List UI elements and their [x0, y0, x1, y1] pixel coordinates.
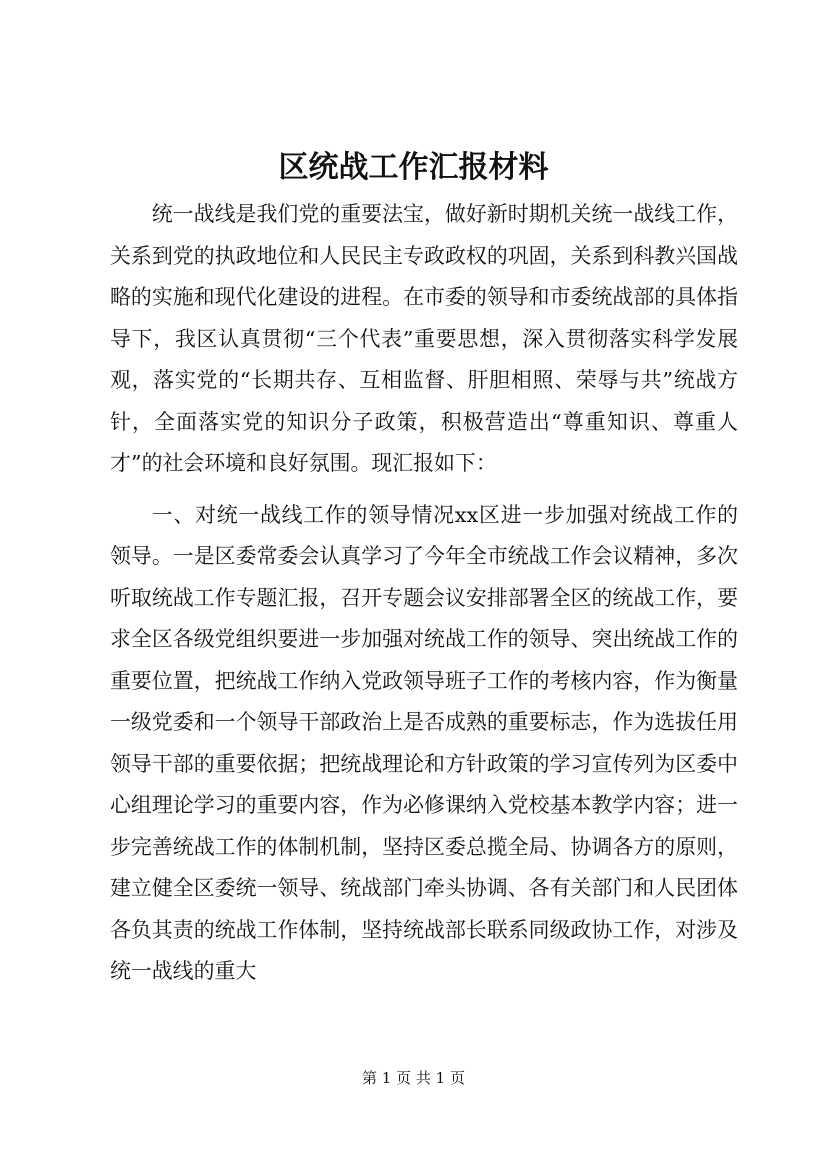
- document-body: [110, 194, 738, 993]
- document-title: 区统战工作汇报材料: [278, 150, 549, 185]
- paragraph-section-one: 一、对统一战线工作的领导情况xx区进一步加强对统战工作的领导。一是区委常委会认真学习了今年全市统战工作会议精神，多次听取统战工作专题汇报，召开专题会议安排部署全区的统战工作，要求全区各级党组织要进一步加强对统战工作的领导、突出统战工作的重要位置，把统战工作纳入党政领导班子工作的考核内容，作为衡量一级党委和一个领导干部政治上是否成熟的重要标志，作为选拔任用领导干部的重要依据；把统战理论和方针政策的学习宣传列为区委中心组理论学习的重要内容，作为必修课纳入党校基本教学内容；进一步完善统战工作的体制机制，坚持区委总揽全局、协调各方的原则，建立健全区委统一领导、统战部门牵头协调、各有关部门和人民团体各负其责的统战工作体制，坚持统战部长联系同级政协工作，对涉及统一战线的重大: [110, 502, 738, 983]
- paragraph-intro: 统一战线是我们党的重要法宝，做好新时期机关统一战线工作，关系到党的执政地位和人民民主专政政权的巩固，关系到科教兴国战略的实施和现代化建设的进程。在市委的领导和市委统战部的具体指导下，我区认真贯彻“三个代表”重要思想，深入贯彻落实科学发展观，落实党的“长期共存、互相监督、肝胆相照、荣辱与共”统战方针，全面落实党的知识分子政策，积极营造出“尊重知识、尊重人才”的社会环境和良好氛围。现汇报如下：: [110, 202, 738, 475]
- page-footer: 第 1 页 共 1 页: [362, 1069, 465, 1087]
